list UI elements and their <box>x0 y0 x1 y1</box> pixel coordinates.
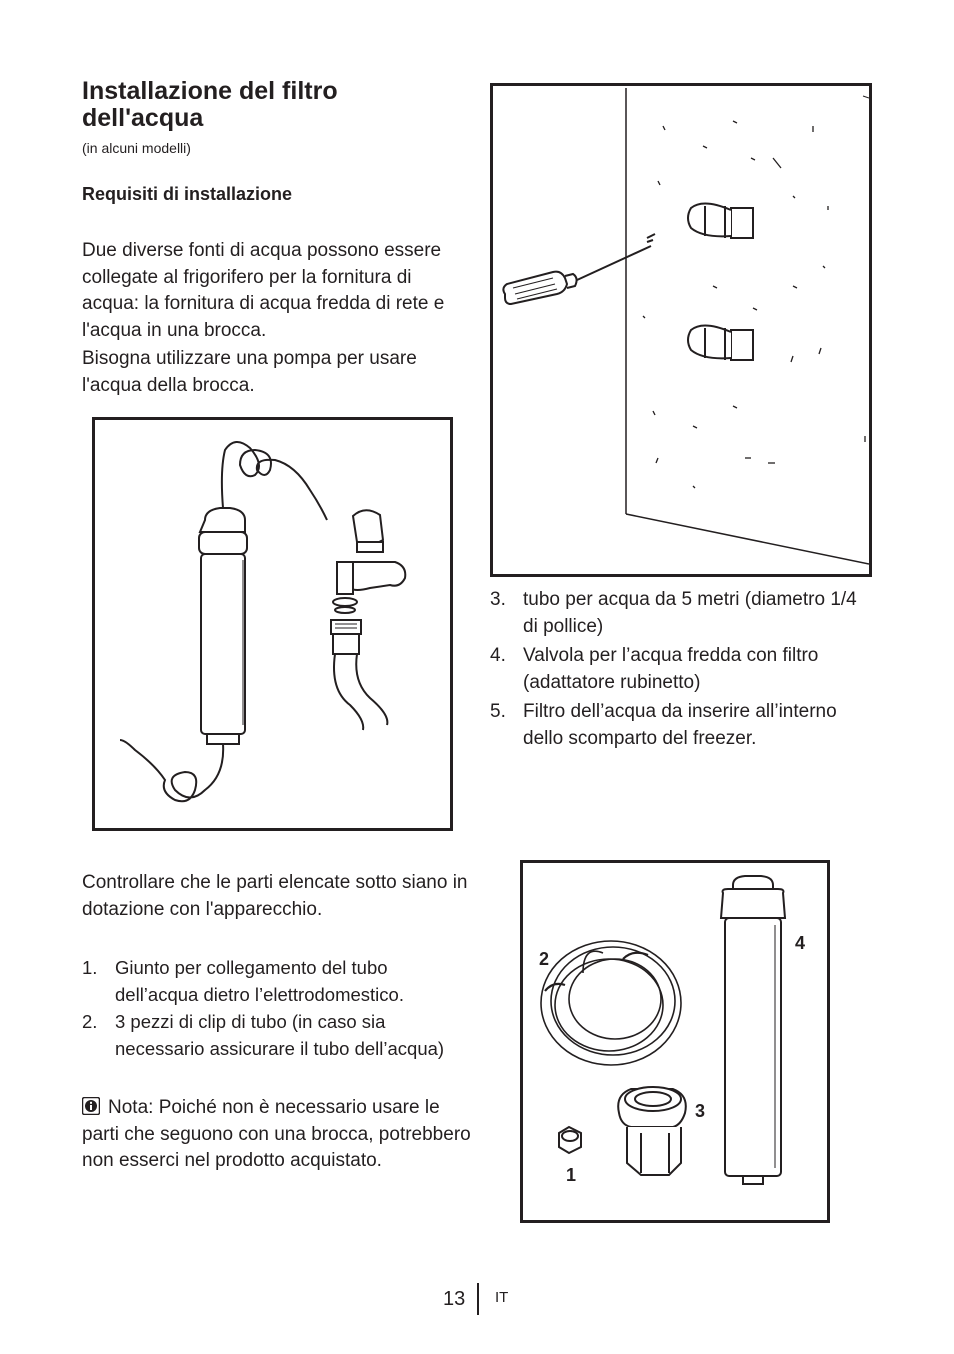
note-paragraph <box>82 1095 472 1175</box>
part-label-2: 2 <box>539 949 550 969</box>
requirements-heading: Requisiti di installazione <box>82 184 293 204</box>
footer-divider <box>477 1283 479 1315</box>
intro-paragraph: Due diverse fonti di acqua possono essere collegate al frigorifero per la fornitura di acqua: la fornitura di acqua fredda di rete e l'acqua in una brocca. <box>82 240 445 341</box>
list-item: 2. 3 pezzi di clip di tubo (in caso sia necessario assicurare il tubo dell’acqua) <box>82 1011 445 1059</box>
page-title: Installazione del filtro dell'acqua <box>82 77 338 132</box>
pump-paragraph: Bisogna utilizzare una pompa per usare l'acqua della brocca. <box>82 348 417 396</box>
part-label-4: 4 <box>795 933 806 953</box>
list-item: 3. tubo per acqua da 5 metri (diametro 1/4 di pollice) <box>490 589 857 637</box>
page-subtitle: (in alcuni modelli) <box>82 140 191 156</box>
parts-list-continued <box>490 587 865 755</box>
page-number: 13 <box>443 1288 466 1310</box>
part-label-1: 1 <box>566 1165 577 1185</box>
supplied-parts-illustration <box>520 860 830 1223</box>
list-item: 1. Giunto per collegamento del tubo dell’acqua dietro l’elettrodomestico. <box>82 957 404 1005</box>
language-code: IT <box>495 1289 509 1306</box>
list-item: 5. Filtro dell’acqua da inserire all’interno dello scomparto del freezer. <box>490 701 837 749</box>
note-text: Nota: Poiché non è necessario usare le parti che seguono con una brocca, potrebbero non esserci nel prodotto acquistato. <box>82 1097 471 1171</box>
list-item: 4. Valvola per l’acqua fredda con filtro (adattatore rubinetto) <box>490 645 819 693</box>
clip-mounting-illustration <box>490 83 872 577</box>
part-label-3: 3 <box>695 1101 706 1121</box>
parts-list <box>82 955 472 1063</box>
check-parts-paragraph: Controllare che le parti elencate sotto siano in dotazione con l'apparecchio. <box>82 872 468 920</box>
filter-tap-illustration <box>92 417 453 831</box>
info-icon <box>82 1097 100 1115</box>
